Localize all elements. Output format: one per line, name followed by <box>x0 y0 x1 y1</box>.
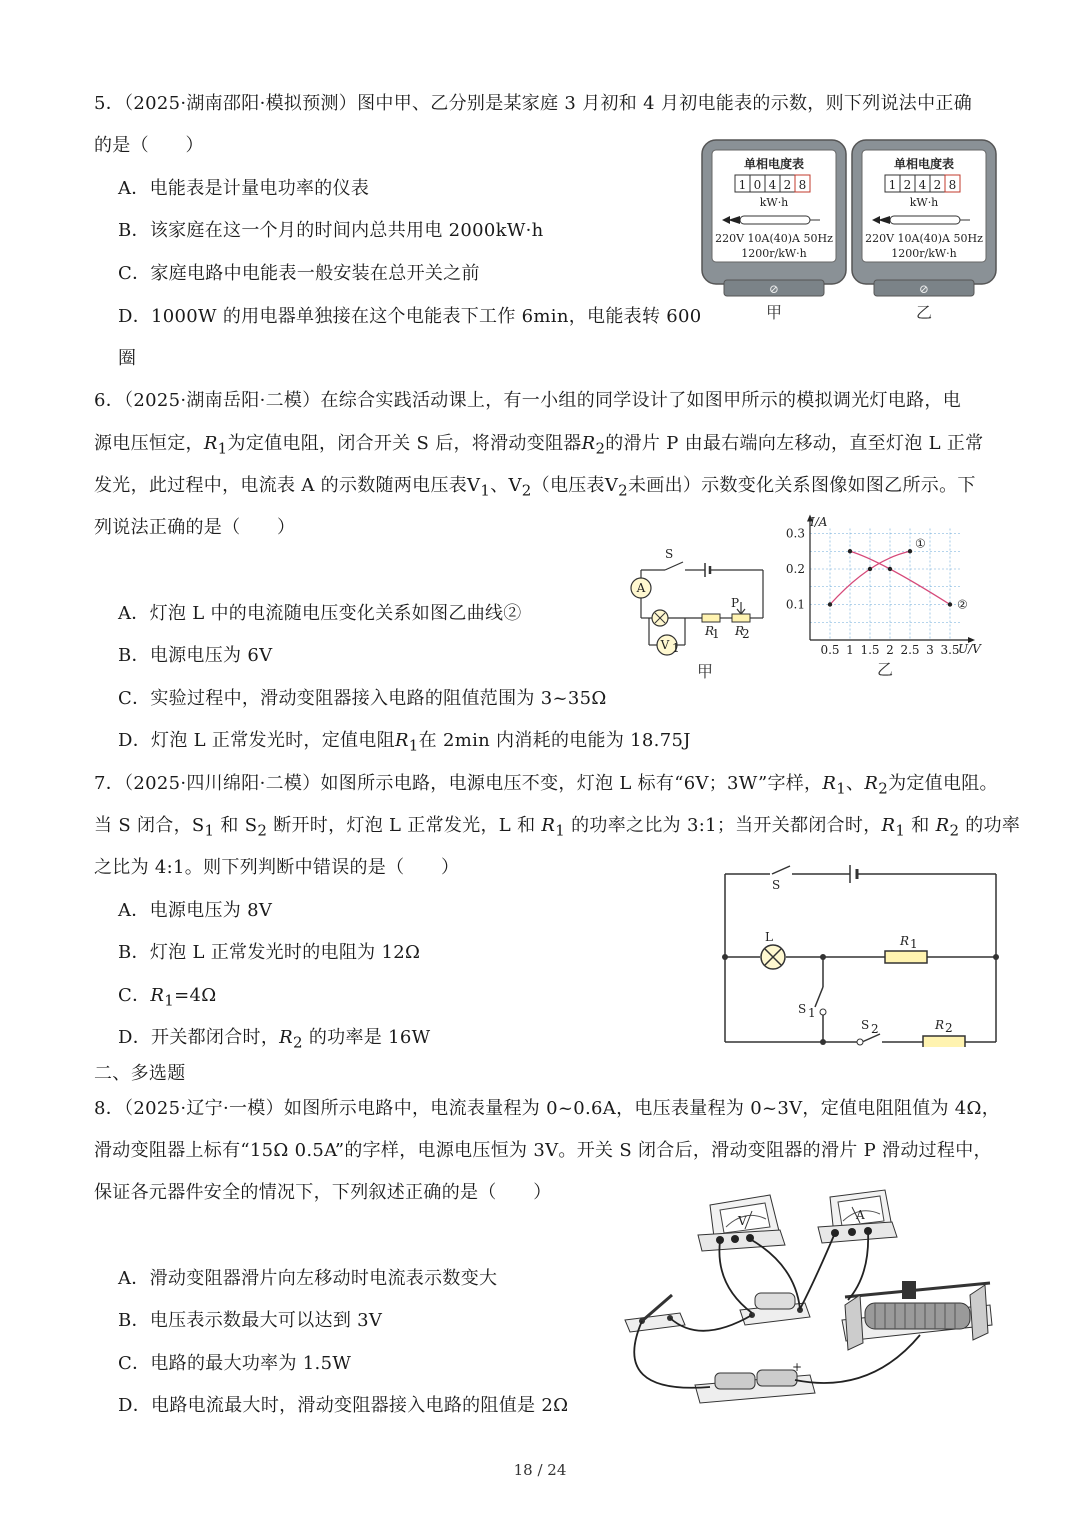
meter-digit: 2 <box>903 178 912 192</box>
switch-s1-label: S <box>798 1002 807 1016</box>
q6-graph-figure <box>780 510 985 685</box>
q6-option-b: B．电源电压为 6V <box>118 645 273 666</box>
graph-ticks <box>786 527 960 658</box>
ammeter-icon <box>818 1190 897 1243</box>
meter-rate: 1200r/kW·h <box>891 247 957 260</box>
voltmeter-label: V <box>738 1214 747 1228</box>
q5-meters-figure <box>700 138 1000 328</box>
q7-option-c: C．$R_1=4\Omega$ <box>118 985 217 1010</box>
meter-digit: 0 <box>753 178 762 192</box>
data-point <box>908 549 912 553</box>
q6-stem-line4: 列说法正确的是（ ） <box>94 517 296 538</box>
page-number: 18 / 24 <box>513 1461 567 1479</box>
data-point <box>848 549 852 553</box>
q7-circuit-figure <box>720 862 1005 1047</box>
x-tick-label: 0.5 <box>820 643 840 657</box>
meter-digit: 8 <box>798 178 807 192</box>
x-tick-label: 3 <box>926 643 934 657</box>
meter-spec: 220V 10A(40)A 50Hz <box>715 232 833 245</box>
series-curve <box>850 551 950 604</box>
resistor-r1 <box>702 614 720 622</box>
meter-spec: 220V 10A(40)A 50Hz <box>865 232 983 245</box>
y-tick-label: 0.1 <box>785 597 805 612</box>
meter-disc-icon <box>872 216 970 224</box>
meter-digits <box>735 175 810 192</box>
meter-yi <box>852 140 996 322</box>
switch-s2-sub: 2 <box>871 1022 879 1036</box>
switch-icon <box>625 1295 685 1332</box>
resistor-r2 <box>732 614 750 622</box>
x-tick-label: 2.5 <box>900 643 920 657</box>
switch-s2-label: S <box>861 1018 870 1032</box>
meter-digit: 1 <box>888 178 897 192</box>
r2-sub: 2 <box>945 1021 953 1035</box>
x-tick-label: 2 <box>886 643 894 657</box>
r1-sub: 1 <box>910 937 918 951</box>
ammeter-label: A <box>856 1208 865 1222</box>
meter-caption: 甲 <box>765 303 783 322</box>
meter-title: 单相电度表 <box>893 157 955 171</box>
meter-slot-icon: ⊘ <box>768 282 780 296</box>
q5-option-d-cont: 圈 <box>118 348 137 369</box>
meter-digit: 1 <box>738 178 747 192</box>
q5-option-c: C．家庭电路中电能表一般安装在总开关之前 <box>118 263 480 284</box>
q7-option-a: A．电源电压为 8V <box>118 900 273 921</box>
r2-label: R <box>735 624 745 638</box>
meter-rate: 1200r/kW·h <box>741 247 807 260</box>
q6-option-c: C．实验过程中，滑动变阻器接入电路的阻值范围为 3~35Ω <box>118 688 607 709</box>
lamp-icon <box>761 945 785 969</box>
meter-slot-icon: ⊘ <box>918 282 930 296</box>
meter-digit: 4 <box>918 178 927 192</box>
meter-digit: 2 <box>783 178 792 192</box>
y-axis-label: I/A <box>810 515 828 529</box>
r1-sub: 1 <box>712 627 720 641</box>
data-point <box>868 567 872 571</box>
switch-s1-sub: 1 <box>808 1006 816 1020</box>
q5-option-a: A．电能表是计量电功率的仪表 <box>118 178 370 199</box>
battery-icon <box>695 1360 815 1403</box>
switch-s-label: S <box>772 878 781 892</box>
x-axis-label: U/V <box>958 642 981 656</box>
meter-title: 单相电度表 <box>743 157 805 171</box>
q8-option-d: D．电路电流最大时，滑动变阻器接入电路的阻值是 2Ω <box>118 1395 569 1416</box>
lamp-label: L <box>765 930 773 944</box>
meter-digits <box>885 175 960 192</box>
r1-label: R <box>900 934 910 948</box>
x-tick-label: 1 <box>846 643 854 657</box>
resistor-r2 <box>923 1036 965 1047</box>
graph-grid <box>810 529 960 641</box>
q5-option-b: B．该家庭在这一个月的时间内总共用电 2000kW·h <box>118 220 544 241</box>
series-label: ② <box>957 597 968 612</box>
data-point <box>828 602 832 606</box>
figure-caption: 乙 <box>876 660 894 679</box>
x-tick-label: 1.5 <box>860 643 880 657</box>
meter-digit: 2 <box>933 178 942 192</box>
q6-option-d: D．灯泡 L 正常发光时，定值电阻$R_1$在 2min 内消耗的电能为 18.75J <box>118 730 691 755</box>
battery-plus-label: + <box>792 1360 803 1374</box>
q6-stem-line1: 6．（2025·湖南岳阳·二模）在综合实践活动课上，有一小组的同学设计了如图甲所示的模拟调光灯电路，电 <box>94 390 961 411</box>
q8-stem-line1: 8．（2025·辽宁·一模）如图所示电路中，电流表量程为 0~0.6A，电压表量程为 0~3V，定值电阻阻值为 4Ω， <box>94 1098 1001 1119</box>
q8-apparatus-figure <box>620 1185 995 1420</box>
q7-option-b: B．灯泡 L 正常发光时的电阻为 12Ω <box>118 942 421 963</box>
r2-label: R <box>935 1018 945 1032</box>
switch-label: S <box>665 547 674 561</box>
q5-stem-line2: 的是（ ） <box>94 135 204 156</box>
meter-caption: 乙 <box>915 303 933 322</box>
meter-jia <box>702 140 846 322</box>
section-heading: 二、多选题 <box>94 1063 186 1084</box>
q8-stem-line2: 滑动变阻器上标有“15Ω 0.5A”的字样，电源电压恒为 3V。开关 S 闭合后，滑动变阻器的滑片 P 滑动过程中， <box>94 1140 992 1161</box>
graph-series <box>828 536 968 611</box>
q8-option-b: B．电压表示数最大可以达到 3V <box>118 1310 383 1331</box>
q6-option-a: A．灯泡 L 中的电流随电压变化关系如图乙曲线② <box>118 603 522 624</box>
q6-circuit-figure <box>625 540 775 685</box>
y-tick-label: 0.3 <box>785 526 805 541</box>
x-tick-label: 3.5 <box>940 643 960 657</box>
q5-stem-line1: 5．（2025·湖南邵阳·模拟预测）图中甲、乙分别是某家庭 3 月初和 4 月初电能表的示数，则下列说法中正确 <box>94 93 972 114</box>
r1-label: R <box>705 624 715 638</box>
q7-stem-line3: 之比为 4:1。则下列判断中错误的是（ ） <box>94 857 460 878</box>
lamp-icon <box>652 610 668 626</box>
q8-option-a: A．滑动变阻器滑片向左移动时电流表示数变大 <box>118 1268 498 1289</box>
meter-unit: kW·h <box>909 196 939 209</box>
q8-stem-line3: 保证各元器件安全的情况下，下列叙述正确的是（ ） <box>94 1182 552 1203</box>
voltmeter-sub: 1 <box>672 641 680 655</box>
q7-stem-line1: 7．（2025·四川绵阳·二模）如图所示电路，电源电压不变，灯泡 L 标有“6V；3W”字样，$R_1$、$R_2$为定值电阻。 <box>94 773 998 798</box>
q7-stem-line2: 当 S 闭合，$S_1$ 和 $S_2$ 断开时，灯泡 L 正常发光，L 和 $R_1$ 的功率之比为 3:1；当开关都闭合时，$R_1$ 和 $R_2$ 的功率 <box>94 815 1021 840</box>
meter-unit: kW·h <box>759 196 789 209</box>
r2-sub: 2 <box>742 627 750 641</box>
data-point <box>888 567 892 571</box>
slider-p-label: P <box>731 596 740 610</box>
resistor-r1 <box>885 951 927 963</box>
series-label: ① <box>915 536 926 551</box>
y-tick-label: 0.2 <box>785 562 805 576</box>
data-point <box>948 602 952 606</box>
q5-option-d: D．1000W 的用电器单独接在这个电能表下工作 6min，电能表转 600 <box>118 306 702 327</box>
q7-option-d: D．开关都闭合时，$R_2$ 的功率是 16W <box>118 1027 431 1052</box>
voltmeter-label: V <box>660 638 670 652</box>
q6-stem-line3: 发光，此过程中，电流表 A 的示数随两电压表$V_1$、$V_2$（电压表$V_2$未画出）示数变化关系图像如图乙所示。下 <box>94 475 976 500</box>
meter-digit: 4 <box>768 178 777 192</box>
meter-digit: 8 <box>948 178 957 192</box>
figure-caption: 甲 <box>696 662 714 681</box>
q8-option-c: C．电路的最大功率为 1.5W <box>118 1353 352 1374</box>
q6-stem-line2: 源电压恒定，$R_1$为定值电阻，闭合开关 S 后，将滑动变阻器$R_2$的滑片 P 由最右端向左移动，直至灯泡 L 正常 <box>94 433 984 458</box>
voltmeter-icon <box>698 1195 785 1251</box>
meter-disc-icon <box>722 216 820 224</box>
ammeter-label: A <box>636 581 646 595</box>
